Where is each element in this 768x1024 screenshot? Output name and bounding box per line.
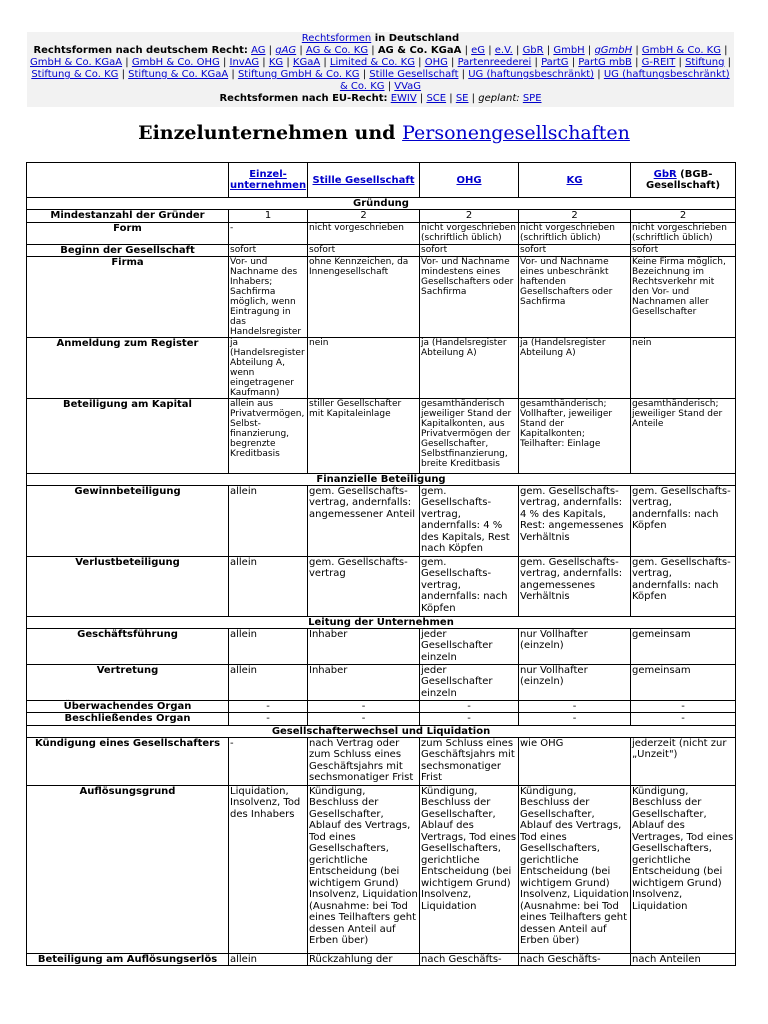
nav-de-item[interactable]: AG	[251, 45, 266, 56]
row-label: Überwachendes Organ	[27, 700, 229, 713]
table-cell: 2	[308, 210, 420, 223]
nav-de-item[interactable]: gAG	[275, 45, 297, 56]
table-cell: nach Anteilen	[631, 953, 736, 966]
table-cell: gemeinsam	[631, 664, 736, 700]
nav-de-item[interactable]: Stiftung & Co. KG	[31, 69, 119, 80]
table-cell: gesamthänderisch; Vollhafter, jeweiliger Stand der Kapitalkonten; Teilhafter: Einlage	[519, 398, 631, 473]
nav-de-item[interactable]: VVaG	[394, 81, 422, 92]
nav-de-item[interactable]: GmbH & Co. KG	[641, 45, 721, 56]
row-label: Beschließendes Organ	[27, 713, 229, 726]
table-cell: allein aus Privatvermögen, Selbst-finanzierung, begrenzte Kreditbasis	[229, 398, 308, 473]
table-cell: allein	[229, 485, 308, 556]
header-link[interactable]: KG	[566, 174, 583, 186]
header-link[interactable]: OHG	[456, 174, 482, 186]
table-cell: -	[229, 713, 308, 726]
section-row	[27, 616, 736, 628]
table-row	[27, 210, 736, 223]
row-label: Beteiligung am Auflösungserlös	[27, 953, 229, 966]
row-label: Verlustbeteiligung	[27, 556, 229, 616]
table-cell: 2	[631, 210, 736, 223]
table-cell: sofort	[519, 244, 631, 256]
table-cell: -	[229, 222, 308, 244]
row-label: Firma	[27, 256, 229, 337]
nav-de-item[interactable]: AG & Co. KG	[305, 45, 369, 56]
link-spe[interactable]: SPE	[522, 93, 542, 104]
table-row	[27, 244, 736, 256]
table-cell: gesamthänderisch jeweiliger Stand der Kapitalkonten, aus Privatvermögen der Gesellschafter, Selbstfinanzierung, breite Kreditbasis	[420, 398, 519, 473]
nav-line-title	[27, 33, 734, 45]
table-row	[27, 737, 736, 785]
table-cell: 1	[229, 210, 308, 223]
table-cell: -	[308, 700, 420, 713]
table-cell: 2	[420, 210, 519, 223]
table-cell: Kündigung, Beschluss der Gesellschafter, Ablauf des Vertrages, Tod eines Gesellschafters, gerichtliche Entscheidung (bei wichtigem Grund) Insolvenz, Liquidation	[631, 785, 736, 953]
table-cell: gem. Gesellschafts-vertrag, andernfalls: 4 % des Kapitals, Rest nach Köpfen	[420, 485, 519, 556]
table-cell: allein	[229, 628, 308, 664]
row-label: Gewinnbeteiligung	[27, 485, 229, 556]
table-cell: Vor- und Nachname des Inhabers; Sachfirma möglich, wenn Eintragung in das Handelsregister	[229, 256, 308, 337]
navigation-box	[27, 32, 734, 107]
table-cell: allein	[229, 953, 308, 966]
nav-de-item[interactable]: KG	[268, 57, 284, 68]
nav-de-items: AG | gAG | AG & Co. KG | AG & Co. KGaA | eG | e.V. | GbR | GmbH | gGmbH | GmbH & Co. KG | GmbH & Co. KGaA | GmbH & Co. OHG | InvAG | KG | KGaA | Limited & Co. KG | OHG | Partenreederei | PartG | PartG mbB | G-REIT | Stiftung | Stiftung & Co. KG | Stiftung & Co. KGaA | Stiftung GmbH & Co. KG | Stille Gesellschaft | UG (haftungsbeschränkt) | UG (haftungsbeschränkt) & Co. KG | VVaG	[30, 45, 731, 92]
header-link[interactable]: Stille Gesellschaft	[312, 174, 415, 186]
table-cell: Rückzahlung der	[308, 953, 420, 966]
header-einzelunternehmen	[229, 163, 308, 198]
table-cell: jeder Gesellschafter einzeln	[420, 664, 519, 700]
row-label: Form	[27, 222, 229, 244]
link-rechtsformen[interactable]: Rechtsformen	[301, 33, 372, 44]
header-link[interactable]: GbR	[653, 169, 677, 180]
table-cell: nein	[308, 337, 420, 398]
table-row	[27, 222, 736, 244]
table-cell: nach Vertrag oder zum Schluss eines Geschäftsjahrs mit sechsmonatiger Frist	[308, 737, 420, 785]
table-cell: -	[631, 713, 736, 726]
row-label: Beteiligung am Kapital	[27, 398, 229, 473]
table-cell: Vor- und Nachname mindestens eines Gesellschafters oder Sachfirma	[420, 256, 519, 337]
table-cell: stiller Gesellschafter mit Kapitaleinlage	[308, 398, 420, 473]
nav-de-item[interactable]: Stiftung & Co. KGaA	[128, 69, 229, 80]
row-label: Vertretung	[27, 664, 229, 700]
nav-de-item[interactable]: Limited & Co. KG	[329, 57, 415, 68]
row-label: Beginn der Gesellschaft	[27, 244, 229, 256]
table-cell: 2	[519, 210, 631, 223]
table-cell: sofort	[631, 244, 736, 256]
table-cell: wie OHG	[519, 737, 631, 785]
nav-de-item[interactable]: GmbH & Co. OHG	[131, 57, 220, 68]
table-cell: nur Vollhafter (einzeln)	[519, 628, 631, 664]
table-cell: allein	[229, 556, 308, 616]
table-cell: -	[631, 700, 736, 713]
table-cell: Kündigung, Beschluss der Gesellschafter, Ablauf des Vertrags, Tod eines Gesellschafters, gerichtliche Entscheidung (bei wichtigem Grund) Insolvenz, Liquidation	[420, 785, 519, 953]
nav-de-item[interactable]: G-REIT	[641, 57, 676, 68]
nav-eu-item[interactable]: SE	[455, 93, 469, 104]
table-cell: ohne Kennzeichen, da Innengesellschaft	[308, 256, 420, 337]
nav-de-item[interactable]: InvAG	[229, 57, 260, 68]
nav-de-item[interactable]: gGmbH	[594, 45, 633, 56]
table-cell: -	[519, 713, 631, 726]
table-cell: nicht vorgeschrieben (schriftlich üblich)	[420, 222, 519, 244]
nav-eu-planned-label: geplant:	[478, 93, 520, 104]
row-label: Geschäftsführung	[27, 628, 229, 664]
table-row	[27, 485, 736, 556]
table-cell: nach Geschäfts-	[519, 953, 631, 966]
table-cell: allein	[229, 664, 308, 700]
table-cell: nach Geschäfts-	[420, 953, 519, 966]
table-cell: Kündigung, Beschluss der Gesellschafter, Ablauf des Vertrags, Tod eines Gesellschafters, gerichtliche Entscheidung (bei wichtigem Grund) Insolvenz, Liquidation (Ausnahme: bei Tod eines Teilhafters geht dessen Anteil auf Erben über)	[308, 785, 420, 953]
table-row	[27, 628, 736, 664]
section-heading: Finanzielle Beteiligung	[27, 473, 736, 485]
table-cell: gem. Gesellschafts-vertrag, andernfalls: nach Köpfen	[631, 556, 736, 616]
header-kg	[519, 163, 631, 198]
table-cell: jeder Gesellschafter einzeln	[420, 628, 519, 664]
table-row	[27, 256, 736, 337]
nav-de-item: AG & Co. KGaA	[377, 45, 462, 56]
table-row	[27, 664, 736, 700]
header-suffix: (BGB-Gesellschaft)	[645, 169, 721, 191]
nav-de-item[interactable]: PartG mbB	[578, 57, 632, 68]
table-cell: sofort	[308, 244, 420, 256]
table-cell: ja (Handelsregister Abteilung A)	[519, 337, 631, 398]
section-heading: Leitung der Unternehmen	[27, 616, 736, 628]
table-cell: -	[420, 713, 519, 726]
nav-de-item[interactable]: PartG	[541, 57, 569, 68]
nav-line-title-rest: in Deutschland	[371, 33, 460, 44]
table-cell: nicht vorgeschrieben	[308, 222, 420, 244]
table-cell: nein	[631, 337, 736, 398]
nav-eu-label: Rechtsformen nach EU-Recht:	[219, 93, 388, 104]
table-cell: Inhaber	[308, 664, 420, 700]
row-label: Mindestanzahl der Gründer	[27, 210, 229, 223]
table-row	[27, 337, 736, 398]
table-cell: sofort	[420, 244, 519, 256]
header-gbr	[631, 163, 736, 198]
table-cell: gem. Gesellschafts-vertrag, andernfalls: angemessener Anteil	[308, 485, 420, 556]
page-title	[0, 120, 768, 146]
page-title-link[interactable]: Personengesellschaften	[402, 122, 630, 144]
table-cell: zum Schluss eines Geschäftsjahrs mit sechsmonatiger Frist	[420, 737, 519, 785]
table-cell: nicht vorgeschrieben (schriftlich üblich)	[519, 222, 631, 244]
page-title-part1: Einzelunternehmen und	[138, 122, 403, 144]
table-row	[27, 556, 736, 616]
nav-de-label: Rechtsformen nach deutschem Recht:	[33, 45, 248, 56]
nav-de-item[interactable]: OHG	[424, 57, 448, 68]
table-cell: gemeinsam	[631, 628, 736, 664]
nav-eu-item[interactable]: SCE	[426, 93, 447, 104]
table-cell: nur Vollhafter (einzeln)	[519, 664, 631, 700]
row-label: Auflösungsgrund	[27, 785, 229, 953]
section-heading: Gesellschafterwechsel und Liquidation	[27, 725, 736, 737]
table-row	[27, 953, 736, 966]
table-cell: jederzeit (nicht zur „Unzeit")	[631, 737, 736, 785]
table-cell: -	[308, 713, 420, 726]
row-label: Kündigung eines Gesellschafters	[27, 737, 229, 785]
nav-de-item[interactable]: eG	[471, 45, 486, 56]
nav-de-item[interactable]: Stiftung GmbH & Co. KG	[237, 69, 360, 80]
table-cell: Vor- und Nachname eines unbeschränkt haftenden Gesellschafters oder Sachfirma	[519, 256, 631, 337]
nav-de-item[interactable]: KGaA	[292, 57, 321, 68]
table-cell: gem. Gesellschafts-vertrag, andernfalls: angemessenes Verhältnis	[519, 556, 631, 616]
table-cell: Inhaber	[308, 628, 420, 664]
nav-de-item[interactable]: GmbH	[553, 45, 585, 56]
table-cell: -	[229, 700, 308, 713]
row-label: Anmeldung zum Register	[27, 337, 229, 398]
section-row	[27, 198, 736, 210]
table-cell: gem. Gesellschafts-vertrag	[308, 556, 420, 616]
table-cell: gem. Gesellschafts-vertrag, andernfalls: 4 % des Kapitals, Rest: angemessenes Verhältnis	[519, 485, 631, 556]
table-row	[27, 785, 736, 953]
table-row	[27, 398, 736, 473]
section-row	[27, 473, 736, 485]
table-cell: ja (Handelsregister Abteilung A)	[420, 337, 519, 398]
table-cell: ja (Handelsregister Abteilung A, wenn eingetragener Kaufmann)	[229, 337, 308, 398]
header-ohg	[420, 163, 519, 198]
nav-eu-list: Rechtsformen nach EU-Recht: EWIV | SCE | SE | geplant: SPE	[219, 93, 542, 104]
table-cell: Liquidation, Insolvenz, Tod des Inhabers	[229, 785, 308, 953]
table-cell: -	[229, 737, 308, 785]
section-heading: Gründung	[27, 198, 736, 210]
table-header-row	[27, 163, 736, 198]
header-link[interactable]: Einzel-unternehmen	[230, 169, 307, 191]
table-cell: -	[519, 700, 631, 713]
table-cell: -	[420, 700, 519, 713]
nav-de-item[interactable]: Stille Gesellschaft	[369, 69, 459, 80]
table-row	[27, 700, 736, 713]
table-cell: gem. Gesellschafts-vertrag, andernfalls: nach Köpfen	[420, 556, 519, 616]
table-cell: Keine Firma möglich, Bezeichnung im Rechtsverkehr mit den Vor- und Nachnamen aller Gesellschafter	[631, 256, 736, 337]
comparison-table	[26, 162, 736, 966]
table-cell: Kündigung, Beschluss der Gesellschafter, Ablauf des Vertrags, Tod eines Gesellschafters, gerichtliche Entscheidung (bei wichtigem Grund) Insolvenz, Liquidation (Ausnahme: bei Tod eines Teilhafters geht dessen Anteil auf Erben über)	[519, 785, 631, 953]
nav-de-item[interactable]: e.V.	[494, 45, 513, 56]
header-stille-gesellschaft	[308, 163, 420, 198]
table-row	[27, 713, 736, 726]
section-row	[27, 725, 736, 737]
table-cell: gem. Gesellschafts-vertrag, andernfalls: nach Köpfen	[631, 485, 736, 556]
nav-de-item[interactable]: Partenreederei	[457, 57, 532, 68]
nav-eu-item[interactable]: EWIV	[390, 93, 417, 104]
nav-de-item[interactable]: GbR	[522, 45, 544, 56]
nav-de-list	[27, 45, 734, 93]
table-body	[27, 198, 736, 966]
nav-de-item[interactable]: GmbH & Co. KGaA	[30, 57, 123, 68]
nav-eu-items: EWIV | SCE | SE	[390, 93, 469, 104]
nav-de-item[interactable]: UG (haftungsbeschränkt)	[468, 69, 595, 80]
nav-de-item[interactable]: Stiftung	[685, 57, 725, 68]
table-cell: sofort	[229, 244, 308, 256]
nav-de-item[interactable]: UG (haftungsbeschränkt) & Co. KG	[339, 69, 730, 92]
table-cell: gesamthänderisch; jeweiliger Stand der Anteile	[631, 398, 736, 473]
table-cell: nicht vorgeschrieben (schriftlich üblich)	[631, 222, 736, 244]
header-empty	[27, 163, 229, 198]
